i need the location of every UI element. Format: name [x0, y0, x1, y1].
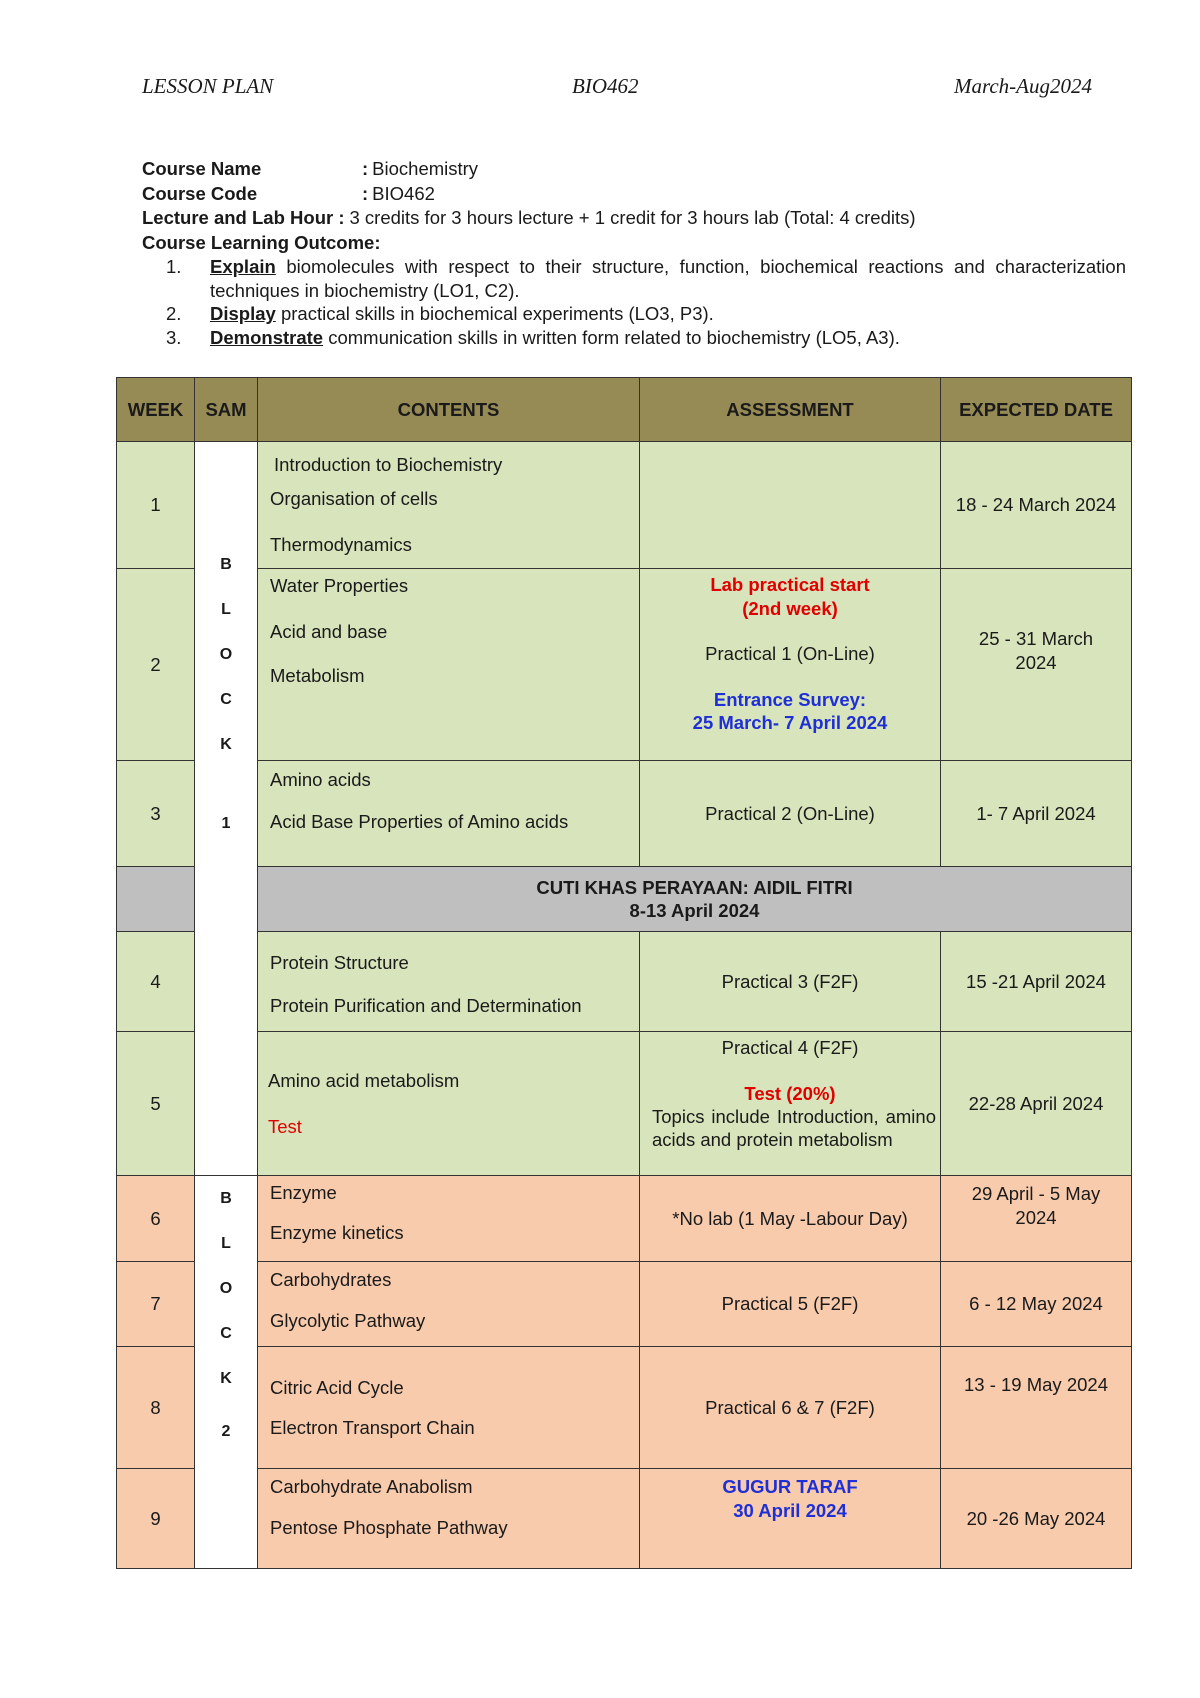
outcome-keyword: Display	[210, 303, 276, 324]
outcome-keyword: Demonstrate	[210, 327, 324, 348]
block-letter: O	[219, 646, 233, 663]
col-contents: CONTENTS	[258, 378, 640, 442]
table-row	[117, 1032, 1132, 1176]
block-letter: K	[220, 1370, 232, 1387]
date-cell: 25 - 31 March 2024	[941, 569, 1132, 761]
outcome-item	[142, 326, 1126, 350]
gugur-taraf-label: GUGUR TARAF	[722, 1476, 858, 1497]
topic: Metabolism	[270, 665, 365, 686]
holiday-name: CUTI KHAS PERAYAAN: AIDIL FITRI	[536, 876, 853, 898]
block-letter: C	[220, 1325, 232, 1342]
week-cell: 9	[117, 1469, 195, 1569]
contents-cell	[258, 1032, 640, 1176]
week-cell: 6	[117, 1176, 195, 1262]
outcome-text: biomolecules with respect to their structure, function, biochemical reactions and characterization techniques in biochemistry (LO1, C2).	[210, 256, 1126, 301]
block-letter: L	[221, 1235, 231, 1252]
topic: Enzyme	[270, 1182, 337, 1203]
holiday-row	[117, 867, 1132, 932]
gugur-taraf-date: 30 April 2024	[733, 1499, 847, 1521]
assessment-cell: Practical 6 & 7 (F2F)	[640, 1347, 941, 1469]
contents-cell	[258, 1262, 640, 1347]
week-cell: 5	[117, 1032, 195, 1176]
col-week: WEEK	[117, 378, 195, 442]
outcome-keyword: Explain	[210, 256, 276, 277]
survey-label: Entrance Survey:	[713, 688, 867, 710]
outcome-item	[142, 255, 1126, 302]
week-cell: 4	[117, 932, 195, 1032]
hours-label: Lecture and Lab Hour :	[142, 207, 345, 228]
week-cell: 8	[117, 1347, 195, 1469]
assessment-cell	[640, 1032, 941, 1176]
test-topic: Test	[268, 1115, 302, 1137]
lab-start-note: Lab practical start (2nd week)	[710, 574, 870, 619]
date-cell: 18 - 24 March 2024	[941, 442, 1132, 569]
topic: Enzyme kinetics	[270, 1222, 404, 1243]
topic: Amino acid metabolism	[268, 1069, 460, 1091]
topic: Protein Structure	[270, 952, 409, 973]
block-letter: L	[221, 601, 231, 618]
course-name-value: Biochemistry	[372, 158, 479, 179]
header-course-code: BIO462	[572, 74, 639, 98]
assessment-cell	[640, 569, 941, 761]
sam-block-1	[195, 442, 258, 1176]
clo-title: Course Learning Outcome:	[142, 231, 381, 253]
course-info	[142, 157, 1126, 350]
topic: Citric Acid Cycle	[270, 1376, 404, 1398]
block-letter: O	[219, 1280, 233, 1297]
header-left: LESSON PLAN	[142, 74, 274, 98]
contents-cell	[258, 569, 640, 761]
table-row	[117, 1176, 1132, 1262]
col-assessment: ASSESSMENT	[640, 378, 941, 442]
test-topics: Topics include Introduction, amino acids and protein metabolism	[652, 1106, 936, 1150]
table-row	[117, 1469, 1132, 1569]
table-row	[117, 761, 1132, 867]
hours-value: 3 credits for 3 hours lecture + 1 credit for 3 hours lab (Total: 4 credits)	[349, 207, 916, 228]
topic: Acid Base Properties of Amino acids	[270, 811, 569, 832]
assessment-cell: Practical 5 (F2F)	[640, 1262, 941, 1347]
course-name-label: Course Name	[142, 158, 262, 179]
assessment-cell: Practical 3 (F2F)	[640, 932, 941, 1032]
date-cell: 29 April - 5 May 2024	[941, 1176, 1132, 1262]
week-cell: 3	[117, 761, 195, 867]
contents-cell	[258, 1469, 640, 1569]
table-header-row	[117, 378, 1132, 442]
course-code-row: Course Code : BIO462	[142, 182, 1126, 207]
lesson-plan-table	[116, 377, 1132, 1569]
practical-label: Practical 4 (F2F)	[721, 1037, 859, 1058]
date-cell: 20 -26 May 2024	[941, 1469, 1132, 1569]
topic: Organisation of cells	[270, 488, 438, 509]
survey-dates: 25 March- 7 April 2024	[692, 712, 888, 733]
outcome-number: 2.	[166, 303, 182, 324]
topic: Acid and base	[270, 621, 388, 642]
contents-cell	[258, 761, 640, 867]
date-cell: 13 - 19 May 2024	[941, 1347, 1132, 1469]
col-sam: SAM	[195, 378, 258, 442]
date-cell: 15 -21 April 2024	[941, 932, 1132, 1032]
holiday-week-cell	[117, 867, 195, 932]
table-row	[117, 932, 1132, 1032]
block-letter: B	[220, 556, 232, 573]
date-cell: 1- 7 April 2024	[941, 761, 1132, 867]
outcome-number: 3.	[166, 327, 182, 348]
block-number: 2	[221, 1423, 231, 1440]
week-cell: 2	[117, 569, 195, 761]
date-cell: 22-28 April 2024	[941, 1032, 1132, 1176]
table-row	[117, 442, 1132, 569]
block-letter: K	[220, 736, 232, 753]
assessment-cell	[640, 1469, 941, 1569]
week-cell: 1	[117, 442, 195, 569]
holiday-dates: 8-13 April 2024	[629, 900, 760, 921]
topic: Protein Purification and Determination	[270, 995, 582, 1016]
contents-cell	[258, 442, 640, 569]
outcome-item	[142, 302, 1126, 326]
course-name-row: Course Name : Biochemistry	[142, 157, 1126, 182]
table-row	[117, 1347, 1132, 1469]
date-cell: 6 - 12 May 2024	[941, 1262, 1132, 1347]
block-letter: C	[220, 691, 232, 708]
topic: Glycolytic Pathway	[270, 1310, 426, 1331]
topic: Carbohydrates	[270, 1269, 392, 1290]
topic: Introduction to Biochemistry	[274, 454, 503, 475]
practical-label: Practical 1 (On-Line)	[705, 643, 875, 664]
outcome-list	[142, 255, 1126, 350]
topic: Amino acids	[270, 769, 371, 790]
test-label: Test (20%)	[744, 1082, 836, 1104]
outcome-text: communication skills in written form related to biochemistry (LO5, A3).	[323, 327, 900, 348]
topic: Carbohydrate Anabolism	[270, 1476, 473, 1497]
assessment-cell: Practical 2 (On-Line)	[640, 761, 941, 867]
table-row	[117, 1262, 1132, 1347]
table-row	[117, 569, 1132, 761]
block-letter: B	[220, 1190, 232, 1207]
topic: Water Properties	[270, 575, 409, 596]
topic: Pentose Phosphate Pathway	[270, 1517, 508, 1538]
page-header	[142, 74, 1092, 104]
topic: Electron Transport Chain	[270, 1416, 475, 1438]
contents-cell	[258, 1347, 640, 1469]
hours-row	[142, 206, 1126, 231]
contents-cell	[258, 1176, 640, 1262]
outcome-text: practical skills in biochemical experiments (LO3, P3).	[275, 303, 714, 324]
col-expected-date: EXPECTED DATE	[941, 378, 1132, 442]
contents-cell	[258, 932, 640, 1032]
week-cell: 7	[117, 1262, 195, 1347]
course-code-value: BIO462	[372, 182, 435, 204]
block-number: 1	[221, 815, 231, 832]
assessment-cell	[640, 442, 941, 569]
sam-block-2	[195, 1176, 258, 1569]
course-code-label: Course Code	[142, 182, 258, 204]
assessment-cell: *No lab (1 May -Labour Day)	[640, 1176, 941, 1262]
header-semester: March-Aug2024	[953, 74, 1092, 98]
outcome-number: 1.	[166, 256, 182, 277]
topic: Thermodynamics	[270, 534, 412, 555]
holiday-cell	[258, 867, 1132, 932]
